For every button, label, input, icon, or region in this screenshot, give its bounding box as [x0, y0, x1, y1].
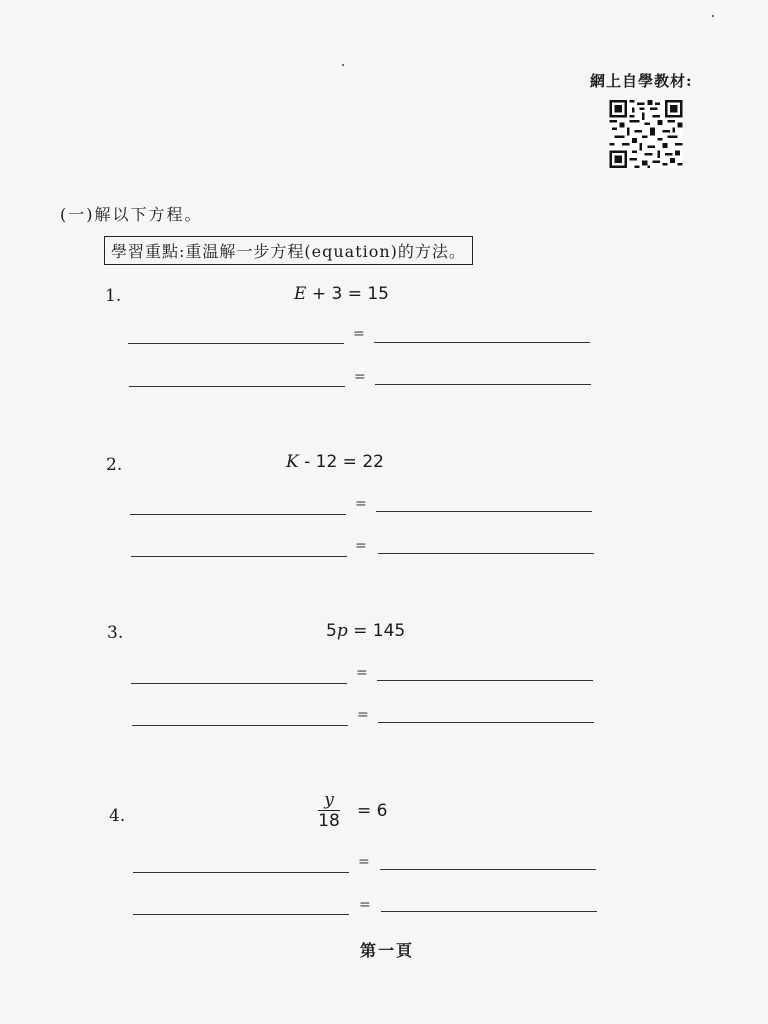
answer-blank-right[interactable]	[381, 911, 597, 912]
equation-variable: K	[286, 452, 299, 472]
answer-blank-left[interactable]	[128, 343, 344, 344]
equation-rest: = 145	[347, 621, 406, 641]
answer-blank-left[interactable]	[129, 386, 345, 387]
key-point-text: 學習重點:重温解一步方程(equation)的方法。	[111, 242, 466, 261]
answer-blank-right[interactable]	[374, 342, 590, 343]
equation-rest: - 12 = 22	[298, 452, 384, 472]
online-material-label: 網上自學教材:	[590, 72, 693, 90]
answer-blank-right[interactable]	[377, 680, 593, 681]
answer-blank-left[interactable]	[132, 725, 348, 726]
question-number: 3.	[107, 623, 124, 643]
answer-blank-left[interactable]	[131, 556, 347, 557]
scan-speck	[712, 15, 714, 17]
answer-blank-right[interactable]	[375, 384, 591, 385]
answer-equals: =	[358, 854, 370, 870]
equation-variable: E	[294, 284, 307, 304]
page-number-label: 第一頁	[360, 941, 415, 960]
question-number: 1.	[105, 286, 122, 306]
answer-equals: =	[353, 326, 365, 342]
question-number: 4.	[109, 806, 126, 826]
scan-speck	[342, 64, 344, 66]
question-equation	[294, 284, 389, 304]
question-equation-rest: = 6	[357, 801, 388, 821]
key-point-box	[104, 236, 473, 265]
question-equation	[286, 452, 384, 472]
qr-code-icon	[609, 100, 683, 168]
fraction-denominator: 18	[318, 811, 340, 831]
fraction-numerator: y	[324, 790, 334, 810]
question-number: 2.	[106, 455, 123, 475]
answer-equals: =	[355, 538, 367, 554]
equation-rest: + 3 = 15	[306, 284, 389, 304]
answer-blank-left[interactable]	[131, 683, 347, 684]
answer-blank-left[interactable]	[133, 914, 349, 915]
answer-blank-left[interactable]	[130, 514, 346, 515]
equation-coefficient: 5	[326, 621, 337, 641]
equation-variable: p	[336, 621, 348, 641]
answer-blank-right[interactable]	[378, 722, 594, 723]
section-title: (一)解以下方程。	[60, 205, 203, 224]
answer-blank-right[interactable]	[380, 869, 596, 870]
answer-equals: =	[356, 665, 368, 681]
equation-fraction	[316, 791, 342, 830]
question-equation	[326, 621, 405, 641]
answer-equals: =	[359, 897, 371, 913]
answer-blank-right[interactable]	[376, 511, 592, 512]
answer-equals: =	[355, 496, 367, 512]
answer-equals: =	[354, 369, 366, 385]
answer-blank-right[interactable]	[378, 553, 594, 554]
answer-equals: =	[357, 707, 369, 723]
answer-blank-left[interactable]	[133, 872, 349, 873]
